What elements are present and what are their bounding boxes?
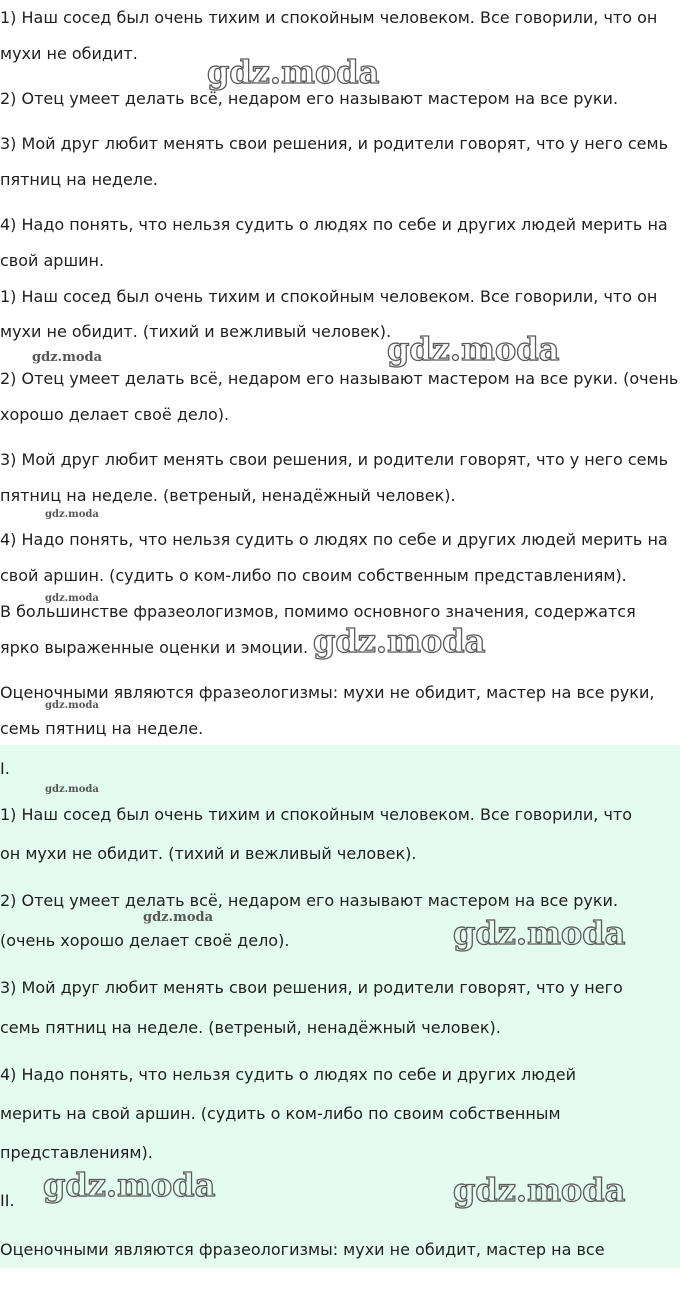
watermark-logo: gdz.moda xyxy=(45,593,99,604)
text-line: мерить на свой аршин. (судить о ком-либо по своим собственным xyxy=(0,1104,561,1123)
text-line: 4) Надо понять, что нельзя судить о людях по себе и других людей мерить на xyxy=(0,215,668,234)
text-line: 3) Мой друг любит менять свои решения, и родители говорят, что у него семь xyxy=(0,134,668,153)
watermark-logo: gdz.moda xyxy=(453,1171,626,1209)
text-line: свой аршин. xyxy=(0,251,105,270)
watermark-logo: gdz.moda xyxy=(453,914,626,952)
text-line: 1) Наш сосед был очень тихим и спокойным человеком. Все говорили, что он xyxy=(0,287,658,306)
watermark-logo: gdz.moda xyxy=(43,1166,216,1204)
text-line: мухи не обидит. xyxy=(0,44,138,63)
watermark-logo: gdz.moda xyxy=(387,330,560,368)
text-line: 3) Мой друг любит менять свои решения, и родители говорят, что у него семь xyxy=(0,450,668,469)
text-line: Оценочными являются фразеологизмы: мухи не обидит, мастер на все xyxy=(0,1240,605,1259)
text-line: 2) Отец умеет делать всё, недаром его называют мастером на все руки. xyxy=(0,891,619,910)
text-line: семь пятниц на неделе. xyxy=(0,719,204,738)
text-line: семь пятниц на неделе. (ветреный, ненадёжный человек). xyxy=(0,1018,501,1037)
text-line: он мухи не обидит. (тихий и вежливый человек). xyxy=(0,844,417,863)
text-line: В большинстве фразеологизмов, помимо основного значения, содержатся xyxy=(0,602,636,621)
section-marker: I. xyxy=(0,759,10,778)
text-line: ярко выраженные оценки и эмоции. xyxy=(0,638,309,657)
text-line: 1) Наш сосед был очень тихим и спокойным человеком. Все говорили, что он xyxy=(0,8,658,27)
watermark-logo: gdz.moda xyxy=(143,910,214,925)
text-line: 4) Надо понять, что нельзя судить о людях по себе и других людей xyxy=(0,1065,577,1084)
text-line: Оценочными являются фразеологизмы: мухи не обидит, мастер на все руки, xyxy=(0,683,655,702)
text-line: пятниц на неделе. (ветреный, ненадёжный человек). xyxy=(0,486,456,505)
text-line: пятниц на неделе. xyxy=(0,170,158,189)
watermark-logo: gdz.moda xyxy=(32,350,103,365)
text-line: 2) Отец умеет делать всё, недаром его называют мастером на все руки. (очень xyxy=(0,369,679,388)
text-line: (очень хорошо делает своё дело). xyxy=(0,931,290,950)
text-line: хорошо делает своё дело). xyxy=(0,405,230,424)
watermark-logo: gdz.moda xyxy=(207,53,380,91)
text-line: 1) Наш сосед был очень тихим и спокойным человеком. Все говорили, что xyxy=(0,805,633,824)
section-marker: II. xyxy=(0,1191,15,1210)
watermark-logo: gdz.moda xyxy=(45,784,99,795)
text-line: представлениям). xyxy=(0,1143,153,1162)
watermark-logo: gdz.moda xyxy=(313,622,486,660)
watermark-logo: gdz.moda xyxy=(45,700,99,711)
text-line: мухи не обидит. (тихий и вежливый человек). xyxy=(0,322,392,341)
text-line: 3) Мой друг любит менять свои решения, и родители говорят, что у него xyxy=(0,978,623,997)
watermark-logo: gdz.moda xyxy=(45,509,99,520)
text-line: свой аршин. (судить о ком-либо по своим собственным представлениям). xyxy=(0,566,627,585)
text-line: 2) Отец умеет делать всё, недаром его называют мастером на все руки. xyxy=(0,89,619,108)
text-line: 4) Надо понять, что нельзя судить о людях по себе и других людей мерить на xyxy=(0,530,668,549)
